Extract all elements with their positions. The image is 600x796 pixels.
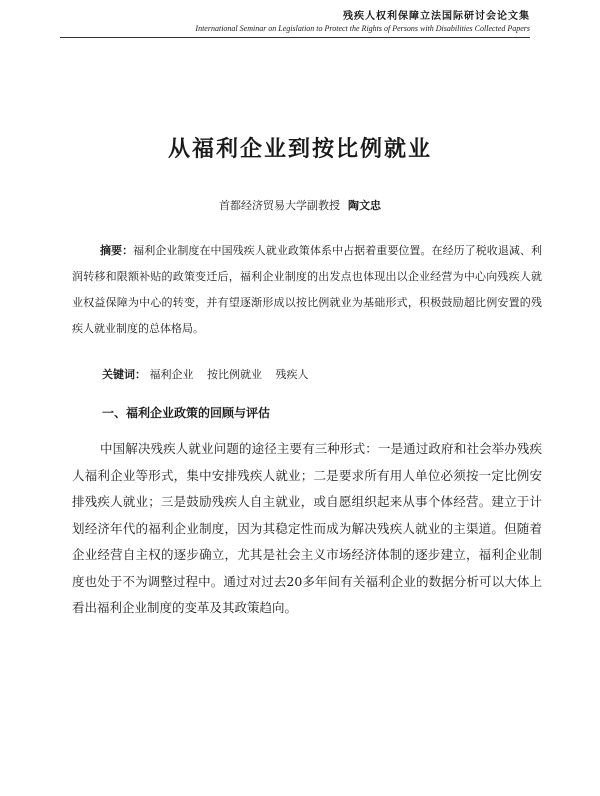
- abstract-text: 福利企业制度在中国残疾人就业政策体系中占据着重要位置。在经历了税收退减、利润转移和限额补贴的政策变迁后，福利企业制度的出发点也体现出以企业经营为中心向残疾人就业权益保障为中心的转变，并有望逐渐形成以按比例就业为基础形式，积极鼓励超比例安置的残疾人就业制度的总体格局。: [72, 244, 542, 335]
- keyword: 按比例就业: [207, 368, 262, 381]
- page-title: 从福利企业到按比例就业: [167, 137, 432, 162]
- keywords: [102, 365, 319, 385]
- body-paragraph: 中国解决残疾人就业问题的途径主要有三种形式：一是通过政府和社会举办残疾人福利企业等形式，集中安排残疾人就业；二是要求所有用人单位必须按一定比例安排残疾人就业；三是鼓励残疾人自主就业，或自愿组织起来从事个体经营。建立于计划经济年代的福利企业制度，因为其稳定性而成为解决残疾人就业的主渠道。但随着企业经营自主权的逐步确立，尤其是社会主义市场经济体制的逐步建立，福利企业制度也处于不为调整过程中。通过对过去20多年间有关福利企业的数据分析可以大体上看出福利企业制度的变革及其政策趋向。: [72, 441, 542, 615]
- running-head-chinese: 残疾人权利保障立法国际研讨会论文集: [343, 11, 530, 22]
- running-head: [60, 10, 530, 38]
- keywords-label: 关键词：: [102, 368, 146, 381]
- author-line: [0, 197, 600, 213]
- section-heading: 一、福利企业政策的回顾与评估: [102, 406, 271, 420]
- author-name: 陶文忠: [348, 199, 381, 212]
- running-head-english: International Seminar on Legislation to Protect the Rights of Persons with Disabilities Collected Papers: [195, 24, 530, 33]
- abstract: [72, 238, 542, 342]
- author-affiliation: 首都经济贸易大学副教授: [219, 199, 340, 212]
- abstract-label: 摘要：: [100, 244, 134, 257]
- keyword: 残疾人: [275, 368, 309, 381]
- keyword: 福利企业: [149, 368, 194, 381]
